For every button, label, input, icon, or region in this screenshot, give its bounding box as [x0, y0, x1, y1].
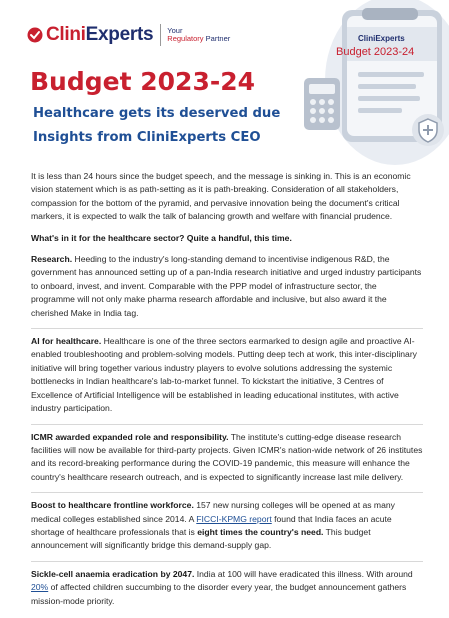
nursing-paragraph: [31, 499, 423, 553]
logo-divider: [160, 24, 161, 46]
logo-tagline: [167, 27, 230, 44]
nursing-text-2: found that India faces an acute shortage of healthcare professionals that is: [31, 513, 392, 537]
section-divider: [31, 424, 423, 425]
research-heading: Research.: [31, 254, 73, 265]
sickle-heading: Sickle-cell anaemia eradication by 2047.: [31, 568, 195, 579]
logo-name-prefix: Clini: [46, 24, 86, 45]
page-title: Budget 2023-24: [30, 67, 255, 96]
article-body: [31, 170, 423, 616]
tagline-line2: Regulatory: [167, 34, 204, 43]
logo-name-suffix: Experts: [85, 24, 154, 45]
page-subtitle: [33, 102, 280, 150]
tagline-line1: Your: [167, 25, 183, 35]
icmr-text: The institute's cutting-edge disease research facilities will now be available for third-party projects. Given ICMR's nation-wide network of 26 institutes and its record-breaking performance during the COVID-19 pandemic, this measure will enhance the country's healthcare research outreach, and is expected to significantly increase last mile delivery.: [31, 431, 423, 482]
logo-wordmark: [46, 24, 153, 46]
hero-illustration: [300, 0, 449, 170]
ai-text: Healthcare is one of the three sectors earmarked to design agile and proactive AI-enabled troubleshooting and problem-solving models. Putting deep tech at work, this inter-disciplinary initiative will bring together various industry players to evolve solutions addressing the systemic bottlenecks in Indian healthcare's lab-to-market funnel. To kickstart the initiative, 3 Centres of Excellence of Artificial Intelligence will be established in leading educational institutes, with active industry participation.: [31, 336, 417, 414]
icmr-paragraph: [31, 431, 423, 485]
hero-card-logo: CliniExperts: [358, 34, 405, 43]
nursing-text-1: 157 new nursing colleges will be opened at as many medical colleges established since 2014. A: [31, 500, 395, 524]
research-paragraph: [31, 253, 423, 320]
cliniexperts-logo: [27, 24, 230, 46]
question-paragraph: [31, 232, 423, 245]
section-divider: [31, 561, 423, 562]
sickle-text-2: of affected children succumbing to the disorder every year, the budget announcement gathers mission-mode priority.: [31, 582, 407, 606]
section-divider: [31, 492, 423, 493]
ai-paragraph: [31, 335, 423, 415]
ai-heading: AI for healthcare.: [31, 336, 102, 347]
ficci-kpmg-report-link[interactable]: FICCI-KPMG report: [196, 513, 272, 524]
subtitle-line1: Healthcare gets its deserved due: [33, 106, 281, 121]
twenty-percent-link[interactable]: 20%: [31, 582, 49, 593]
icmr-heading: ICMR awarded expanded role and responsibility.: [31, 431, 229, 442]
question-text: What's in it for the healthcare sector? Quite a handful, this time.: [31, 232, 292, 243]
sickle-paragraph: [31, 568, 423, 608]
section-divider: [31, 328, 423, 329]
hero-card-label: Budget 2023-24: [336, 46, 415, 58]
sickle-text-1: India at 100 will have eradicated this illness. With around: [194, 568, 413, 579]
logo-mark-icon: [27, 27, 43, 43]
intro-paragraph: It is less than 24 hours since the budget speech, and the message is sinking in. This is an economic vision statement which is as path-setting as it is path-breaking. Consideration of all stakeholders, compassion for the bottom of the pyramid, and pervasive innovation being the document's critical markers, it is expected to walk the talk of balancing growth and welfare with financial prudence.: [31, 171, 411, 222]
nursing-text-3: This budget announcement will significantly bridge this demand-supply gap.: [31, 526, 371, 551]
subtitle-line2: Insights from CliniExperts CEO: [33, 130, 261, 145]
research-text: Heeding to the industry's long-standing demand to incentivise indigenous R&D, the government has announced setting up of a pan-India research initiative and urged industry participants to onboard, invest, and invent. Comparable with the PPP model of infrastructure sector, the programme will not only make pharma research affordable and inclusive, but also award it the cherished Make in India tag.: [31, 254, 422, 318]
nursing-emphasis: eight times the country's need.: [197, 526, 324, 537]
tagline-line3: Partner: [205, 34, 231, 43]
nursing-heading: Boost to healthcare frontline workforce.: [31, 500, 194, 511]
